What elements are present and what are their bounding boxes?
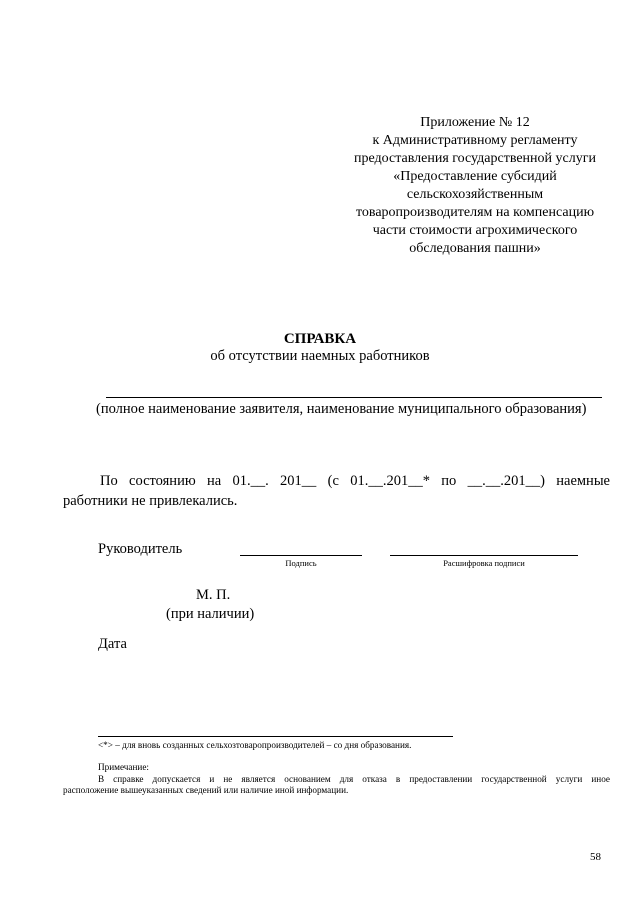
document-title: СПРАВКА (283, 331, 357, 347)
note-line: расположение вышеуказанных сведений или наличие иной информации. (63, 785, 349, 795)
signature-line (240, 555, 362, 556)
appendix-line: товаропроизводителям на компенсацию (355, 205, 595, 220)
statement-line: По состоянию на 01.__. 201__ (с 01.__.201__* по __.__.201__) наемные (100, 473, 610, 489)
footnote: <*> – для вновь созданных сельхозтоваропроизводителей – со дня образования. (98, 740, 412, 750)
page-number: 58 (590, 851, 601, 863)
appendix-line: предоставления государственной услуги (354, 151, 596, 166)
signature-decoding-caption: Расшифровка подписи (443, 558, 525, 568)
appendix-line: Приложение № 12 (420, 115, 530, 130)
statement-paragraph (63, 471, 610, 511)
applicant-caption: (полное наименование заявителя, наименование муниципального образования) (96, 401, 587, 417)
note-heading: Примечание: (98, 762, 149, 772)
appendix-line: обследования пашни» (409, 241, 541, 256)
stamp-label: М. П. (196, 587, 231, 603)
appendix-line: «Предоставление субсидий (393, 169, 557, 184)
statement-line: работники не привлекались. (63, 493, 238, 509)
date-label: Дата (98, 636, 127, 652)
signature-decoding-line (390, 555, 578, 556)
head-label: Руководитель (98, 541, 183, 557)
appendix-line: к Административному регламенту (372, 133, 578, 148)
appendix-block (330, 114, 620, 258)
appendix-line: части стоимости агрохимического (372, 223, 578, 238)
applicant-name-line (106, 397, 602, 398)
note-body (63, 774, 610, 796)
stamp-note: (при наличии) (166, 606, 255, 622)
signature-caption: Подпись (285, 558, 317, 568)
note-line: В справке допускается и не является основанием для отказа в предоставлении государственной услуги иное (98, 774, 610, 784)
document-subtitle: об отсутствии наемных работников (210, 348, 430, 364)
footnote-separator (98, 736, 453, 737)
appendix-line: сельскохозяйственным (406, 187, 544, 202)
